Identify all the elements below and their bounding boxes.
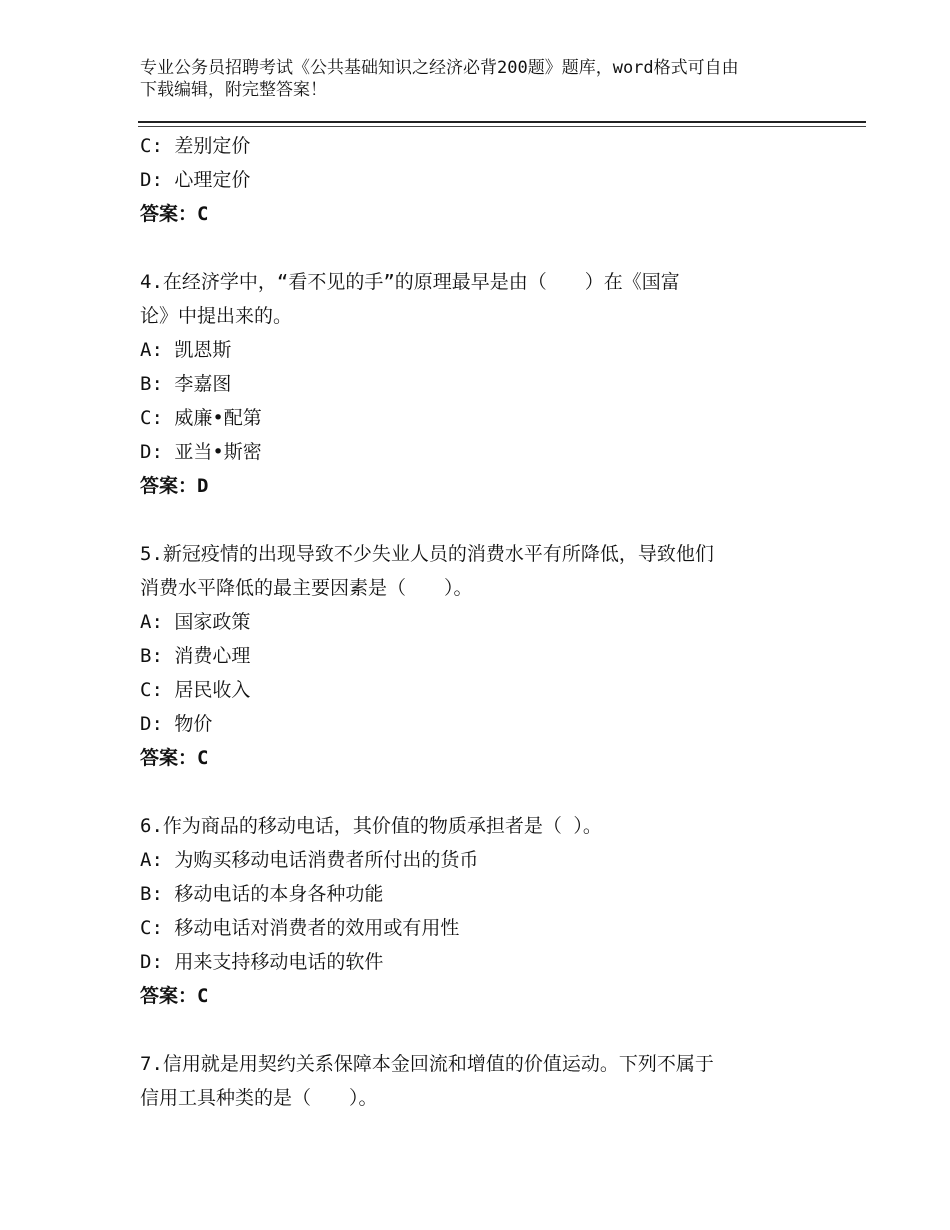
option-a: A: 凯恩斯 <box>140 339 232 361</box>
option-d: D: 亚当•斯密 <box>140 441 262 463</box>
question-stem: 6.作为商品的移动电话，其价值的物质承担者是（ ）。 <box>140 815 602 837</box>
question-6 <box>140 809 840 1013</box>
header-line-2: 下载编辑，附完整答案！ <box>140 80 327 100</box>
option-d: D: 心理定价 <box>140 169 251 191</box>
document-header <box>140 57 820 101</box>
question-7 <box>140 1047 840 1115</box>
option-a: A: 为购买移动电话消费者所付出的货币 <box>140 849 479 871</box>
option-c: C: 居民收入 <box>140 679 251 701</box>
option-c: C: 移动电话对消费者的效用或有用性 <box>140 917 460 939</box>
answer: 答案：C <box>140 747 209 769</box>
option-c: C: 差别定价 <box>140 135 251 157</box>
answer: 答案：C <box>140 985 209 1007</box>
question-stem: 4.在经济学中，“看不见的手”的原理最早是由（ ）在《国富 <box>140 271 680 293</box>
question-4 <box>140 265 840 503</box>
option-c: C: 威廉•配第 <box>140 407 262 429</box>
question-stem: 消费水平降低的最主要因素是（ ）。 <box>140 577 473 599</box>
question-stem: 信用工具种类的是（ ）。 <box>140 1087 378 1109</box>
answer: 答案：C <box>140 203 209 225</box>
document-body <box>140 129 840 1115</box>
header-divider-thin <box>138 126 866 127</box>
option-d: D: 物价 <box>140 713 213 735</box>
question-5 <box>140 537 840 775</box>
answer: 答案：D <box>140 475 209 497</box>
header-divider <box>138 121 866 123</box>
question-stem: 5.新冠疫情的出现导致不少失业人员的消费水平有所降低，导致他们 <box>140 543 714 565</box>
option-b: B: 消费心理 <box>140 645 251 667</box>
option-d: D: 用来支持移动电话的软件 <box>140 951 384 973</box>
option-b: B: 李嘉图 <box>140 373 232 395</box>
question-stem: 论》中提出来的。 <box>140 305 293 327</box>
question-stem: 7.信用就是用契约关系保障本金回流和增值的价值运动。下列不属于 <box>140 1053 714 1075</box>
option-b: B: 移动电话的本身各种功能 <box>140 883 384 905</box>
header-line-1: 专业公务员招聘考试《公共基础知识之经济必背200题》题库，word格式可自由 <box>140 58 739 78</box>
question-3-tail <box>140 129 840 231</box>
option-a: A: 国家政策 <box>140 611 251 633</box>
